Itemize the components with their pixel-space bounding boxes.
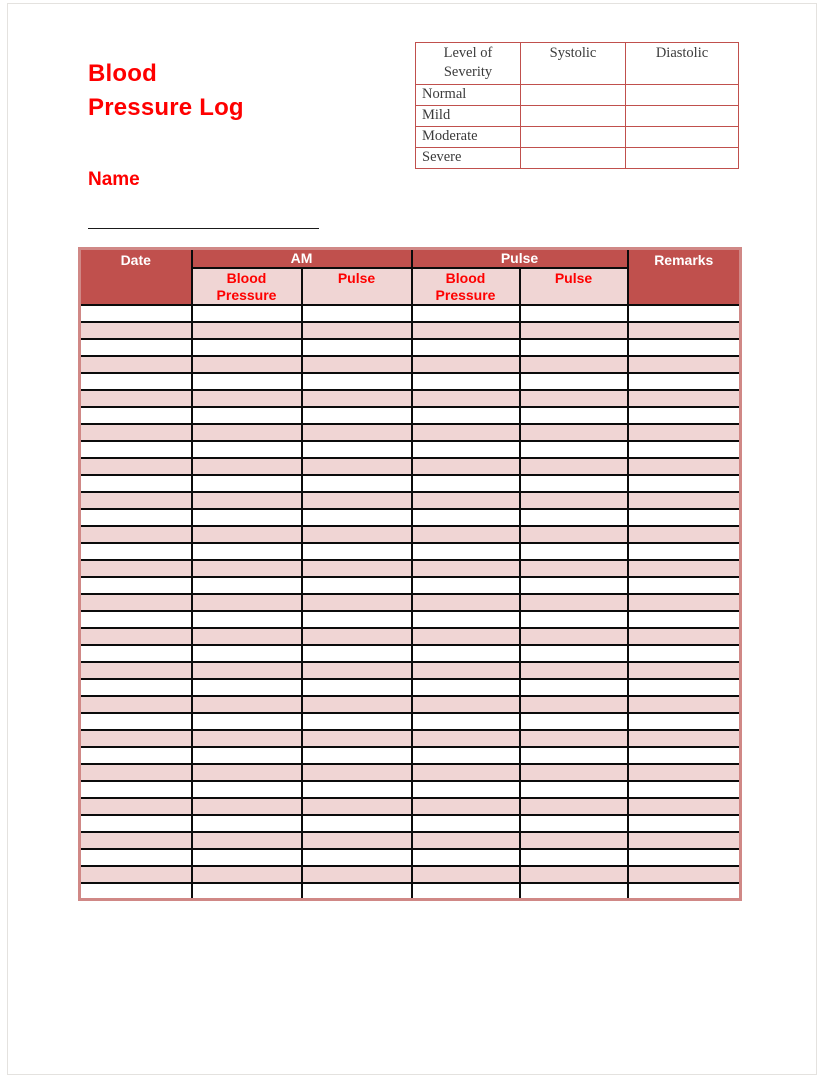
am-blood-pressure-cell xyxy=(192,509,302,526)
am-blood-pressure-cell xyxy=(192,577,302,594)
subheader-am-blood-pressure xyxy=(192,268,302,305)
am-pulse-cell xyxy=(302,883,412,900)
severity-reference-table xyxy=(415,42,739,169)
am-blood-pressure-cell xyxy=(192,645,302,662)
remarks-cell xyxy=(628,492,741,509)
date-cell xyxy=(80,849,192,866)
severity-level-label: Severe xyxy=(416,148,521,169)
pm-blood-pressure-cell xyxy=(412,832,520,849)
date-cell xyxy=(80,594,192,611)
am-pulse-cell xyxy=(302,798,412,815)
date-cell xyxy=(80,373,192,390)
date-cell xyxy=(80,798,192,815)
pm-pulse-cell xyxy=(520,322,628,339)
date-cell xyxy=(80,730,192,747)
pm-pulse-cell xyxy=(520,662,628,679)
am-blood-pressure-cell xyxy=(192,475,302,492)
am-blood-pressure-cell xyxy=(192,526,302,543)
pm-pulse-cell xyxy=(520,594,628,611)
blood-pressure-log-table xyxy=(78,247,742,901)
pm-blood-pressure-cell xyxy=(412,526,520,543)
log-row xyxy=(80,747,741,764)
date-cell xyxy=(80,611,192,628)
severity-diastolic-cell xyxy=(626,127,739,148)
pm-blood-pressure-cell xyxy=(412,356,520,373)
severity-row xyxy=(416,106,739,127)
remarks-cell xyxy=(628,866,741,883)
am-pulse-cell xyxy=(302,849,412,866)
severity-row xyxy=(416,85,739,106)
am-pulse-cell xyxy=(302,322,412,339)
remarks-cell xyxy=(628,509,741,526)
log-row xyxy=(80,849,741,866)
remarks-cell xyxy=(628,560,741,577)
log-row xyxy=(80,883,741,900)
am-blood-pressure-cell xyxy=(192,305,302,322)
remarks-cell xyxy=(628,390,741,407)
date-cell xyxy=(80,815,192,832)
severity-header-systolic: Systolic xyxy=(521,43,626,85)
am-pulse-cell xyxy=(302,679,412,696)
log-row xyxy=(80,509,741,526)
pm-pulse-cell xyxy=(520,509,628,526)
severity-diastolic-cell xyxy=(626,85,739,106)
remarks-cell xyxy=(628,373,741,390)
am-pulse-cell xyxy=(302,662,412,679)
am-pulse-cell xyxy=(302,577,412,594)
am-blood-pressure-cell xyxy=(192,849,302,866)
date-cell xyxy=(80,441,192,458)
pm-pulse-cell xyxy=(520,458,628,475)
severity-systolic-cell xyxy=(521,127,626,148)
log-row xyxy=(80,866,741,883)
pm-blood-pressure-cell xyxy=(412,713,520,730)
log-row xyxy=(80,424,741,441)
am-pulse-cell xyxy=(302,560,412,577)
log-row xyxy=(80,594,741,611)
pm-blood-pressure-cell xyxy=(412,373,520,390)
am-pulse-cell xyxy=(302,458,412,475)
date-cell xyxy=(80,764,192,781)
am-blood-pressure-cell xyxy=(192,407,302,424)
am-pulse-cell xyxy=(302,475,412,492)
am-blood-pressure-cell xyxy=(192,832,302,849)
log-row xyxy=(80,713,741,730)
pm-blood-pressure-cell xyxy=(412,509,520,526)
am-pulse-cell xyxy=(302,611,412,628)
remarks-cell xyxy=(628,611,741,628)
page-title xyxy=(88,57,244,125)
am-blood-pressure-cell xyxy=(192,883,302,900)
log-row xyxy=(80,577,741,594)
date-cell xyxy=(80,390,192,407)
am-pulse-cell xyxy=(302,713,412,730)
date-cell xyxy=(80,645,192,662)
log-row xyxy=(80,373,741,390)
log-row xyxy=(80,543,741,560)
pm-pulse-cell xyxy=(520,560,628,577)
pm-pulse-cell xyxy=(520,390,628,407)
date-cell xyxy=(80,713,192,730)
pm-pulse-cell xyxy=(520,798,628,815)
log-row xyxy=(80,356,741,373)
am-blood-pressure-cell xyxy=(192,730,302,747)
pm-pulse-cell xyxy=(520,441,628,458)
date-cell xyxy=(80,679,192,696)
pm-blood-pressure-cell xyxy=(412,492,520,509)
pm-pulse-cell xyxy=(520,866,628,883)
log-row xyxy=(80,730,741,747)
log-row xyxy=(80,475,741,492)
subheader-pm-blood-pressure-label: Blood Pressure xyxy=(435,269,496,303)
pm-blood-pressure-cell xyxy=(412,628,520,645)
am-blood-pressure-cell xyxy=(192,679,302,696)
remarks-cell xyxy=(628,339,741,356)
remarks-cell xyxy=(628,696,741,713)
date-cell xyxy=(80,407,192,424)
am-blood-pressure-cell xyxy=(192,424,302,441)
log-row xyxy=(80,322,741,339)
am-blood-pressure-cell xyxy=(192,713,302,730)
date-cell xyxy=(80,543,192,560)
severity-header-diastolic: Diastolic xyxy=(626,43,739,85)
pm-blood-pressure-cell xyxy=(412,679,520,696)
date-cell xyxy=(80,866,192,883)
severity-row xyxy=(416,127,739,148)
log-row xyxy=(80,458,741,475)
date-cell xyxy=(80,628,192,645)
am-blood-pressure-cell xyxy=(192,458,302,475)
pm-blood-pressure-cell xyxy=(412,305,520,322)
am-blood-pressure-cell xyxy=(192,373,302,390)
pm-pulse-cell xyxy=(520,339,628,356)
am-pulse-cell xyxy=(302,526,412,543)
severity-table-body xyxy=(416,85,739,169)
pm-pulse-cell xyxy=(520,628,628,645)
remarks-cell xyxy=(628,764,741,781)
am-pulse-cell xyxy=(302,866,412,883)
severity-header-level-label: Level of Severity xyxy=(443,45,493,80)
pm-pulse-cell xyxy=(520,475,628,492)
pm-blood-pressure-cell xyxy=(412,339,520,356)
pm-pulse-cell xyxy=(520,764,628,781)
pm-pulse-cell xyxy=(520,781,628,798)
am-pulse-cell xyxy=(302,696,412,713)
pm-blood-pressure-cell xyxy=(412,645,520,662)
subheader-pm-pulse: Pulse xyxy=(520,268,628,305)
log-row xyxy=(80,560,741,577)
pm-blood-pressure-cell xyxy=(412,662,520,679)
pm-pulse-cell xyxy=(520,747,628,764)
remarks-cell xyxy=(628,713,741,730)
am-pulse-cell xyxy=(302,492,412,509)
pm-blood-pressure-cell xyxy=(412,696,520,713)
am-blood-pressure-cell xyxy=(192,798,302,815)
pm-blood-pressure-cell xyxy=(412,815,520,832)
date-cell xyxy=(80,832,192,849)
date-cell xyxy=(80,747,192,764)
log-row xyxy=(80,305,741,322)
date-cell xyxy=(80,883,192,900)
remarks-cell xyxy=(628,849,741,866)
date-cell xyxy=(80,662,192,679)
am-pulse-cell xyxy=(302,305,412,322)
am-blood-pressure-cell xyxy=(192,747,302,764)
am-pulse-cell xyxy=(302,781,412,798)
am-pulse-cell xyxy=(302,594,412,611)
pm-blood-pressure-cell xyxy=(412,458,520,475)
log-table-header xyxy=(80,249,741,305)
remarks-cell xyxy=(628,815,741,832)
column-group-am: AM xyxy=(192,249,412,268)
page-title-line1: Blood xyxy=(88,60,157,87)
am-blood-pressure-cell xyxy=(192,441,302,458)
log-row xyxy=(80,645,741,662)
am-blood-pressure-cell xyxy=(192,560,302,577)
date-cell xyxy=(80,696,192,713)
pm-blood-pressure-cell xyxy=(412,390,520,407)
column-header-remarks: Remarks xyxy=(628,249,741,305)
pm-blood-pressure-cell xyxy=(412,577,520,594)
remarks-cell xyxy=(628,458,741,475)
name-fill-line xyxy=(88,228,319,229)
pm-pulse-cell xyxy=(520,373,628,390)
severity-header-row xyxy=(416,43,739,85)
remarks-cell xyxy=(628,781,741,798)
am-pulse-cell xyxy=(302,645,412,662)
pm-blood-pressure-cell xyxy=(412,747,520,764)
remarks-cell xyxy=(628,526,741,543)
am-blood-pressure-cell xyxy=(192,543,302,560)
am-blood-pressure-cell xyxy=(192,339,302,356)
date-cell xyxy=(80,475,192,492)
severity-level-label: Moderate xyxy=(416,127,521,148)
remarks-cell xyxy=(628,747,741,764)
am-blood-pressure-cell xyxy=(192,662,302,679)
name-label: Name xyxy=(88,169,140,190)
date-cell xyxy=(80,509,192,526)
pm-blood-pressure-cell xyxy=(412,883,520,900)
log-row xyxy=(80,407,741,424)
log-row xyxy=(80,339,741,356)
am-pulse-cell xyxy=(302,815,412,832)
pm-pulse-cell xyxy=(520,543,628,560)
remarks-cell xyxy=(628,679,741,696)
log-row xyxy=(80,390,741,407)
remarks-cell xyxy=(628,577,741,594)
pm-blood-pressure-cell xyxy=(412,764,520,781)
pm-blood-pressure-cell xyxy=(412,849,520,866)
log-row xyxy=(80,832,741,849)
remarks-cell xyxy=(628,424,741,441)
log-header-group-row xyxy=(80,249,741,268)
pm-pulse-cell xyxy=(520,832,628,849)
pm-pulse-cell xyxy=(520,526,628,543)
am-pulse-cell xyxy=(302,407,412,424)
am-blood-pressure-cell xyxy=(192,781,302,798)
date-cell xyxy=(80,305,192,322)
remarks-cell xyxy=(628,322,741,339)
severity-row xyxy=(416,148,739,169)
date-cell xyxy=(80,492,192,509)
am-pulse-cell xyxy=(302,730,412,747)
date-cell xyxy=(80,339,192,356)
am-blood-pressure-cell xyxy=(192,696,302,713)
pm-blood-pressure-cell xyxy=(412,475,520,492)
date-cell xyxy=(80,322,192,339)
am-pulse-cell xyxy=(302,747,412,764)
am-blood-pressure-cell xyxy=(192,594,302,611)
am-pulse-cell xyxy=(302,390,412,407)
remarks-cell xyxy=(628,475,741,492)
date-cell xyxy=(80,781,192,798)
remarks-cell xyxy=(628,798,741,815)
log-row xyxy=(80,526,741,543)
date-cell xyxy=(80,458,192,475)
date-cell xyxy=(80,526,192,543)
log-row xyxy=(80,815,741,832)
remarks-cell xyxy=(628,305,741,322)
remarks-cell xyxy=(628,594,741,611)
severity-systolic-cell xyxy=(521,106,626,127)
severity-diastolic-cell xyxy=(626,106,739,127)
log-row xyxy=(80,764,741,781)
am-blood-pressure-cell xyxy=(192,628,302,645)
am-pulse-cell xyxy=(302,764,412,781)
pm-blood-pressure-cell xyxy=(412,611,520,628)
pm-pulse-cell xyxy=(520,492,628,509)
am-blood-pressure-cell xyxy=(192,390,302,407)
am-pulse-cell xyxy=(302,441,412,458)
column-header-date: Date xyxy=(80,249,192,305)
log-row xyxy=(80,696,741,713)
severity-level-label: Mild xyxy=(416,106,521,127)
pm-pulse-cell xyxy=(520,577,628,594)
log-table-body xyxy=(80,305,741,900)
remarks-cell xyxy=(628,543,741,560)
remarks-cell xyxy=(628,730,741,747)
subheader-pm-blood-pressure xyxy=(412,268,520,305)
subheader-am-pulse: Pulse xyxy=(302,268,412,305)
am-blood-pressure-cell xyxy=(192,764,302,781)
pm-pulse-cell xyxy=(520,611,628,628)
am-blood-pressure-cell xyxy=(192,815,302,832)
log-row xyxy=(80,628,741,645)
remarks-cell xyxy=(628,628,741,645)
pm-pulse-cell xyxy=(520,713,628,730)
column-group-pulse: Pulse xyxy=(412,249,628,268)
pm-blood-pressure-cell xyxy=(412,781,520,798)
am-blood-pressure-cell xyxy=(192,356,302,373)
date-cell xyxy=(80,424,192,441)
am-pulse-cell xyxy=(302,424,412,441)
am-pulse-cell xyxy=(302,356,412,373)
date-cell xyxy=(80,356,192,373)
pm-blood-pressure-cell xyxy=(412,560,520,577)
pm-pulse-cell xyxy=(520,305,628,322)
severity-systolic-cell xyxy=(521,85,626,106)
remarks-cell xyxy=(628,407,741,424)
pm-pulse-cell xyxy=(520,849,628,866)
am-pulse-cell xyxy=(302,339,412,356)
subheader-am-blood-pressure-label: Blood Pressure xyxy=(216,269,277,303)
log-row xyxy=(80,441,741,458)
am-pulse-cell xyxy=(302,509,412,526)
pm-pulse-cell xyxy=(520,679,628,696)
pm-blood-pressure-cell xyxy=(412,866,520,883)
am-pulse-cell xyxy=(302,543,412,560)
severity-systolic-cell xyxy=(521,148,626,169)
am-blood-pressure-cell xyxy=(192,866,302,883)
pm-pulse-cell xyxy=(520,424,628,441)
severity-diastolic-cell xyxy=(626,148,739,169)
pm-blood-pressure-cell xyxy=(412,798,520,815)
am-blood-pressure-cell xyxy=(192,322,302,339)
pm-blood-pressure-cell xyxy=(412,543,520,560)
log-row xyxy=(80,679,741,696)
severity-header-level xyxy=(416,43,521,85)
pm-pulse-cell xyxy=(520,883,628,900)
am-blood-pressure-cell xyxy=(192,492,302,509)
pm-pulse-cell xyxy=(520,356,628,373)
log-row xyxy=(80,492,741,509)
pm-pulse-cell xyxy=(520,407,628,424)
date-cell xyxy=(80,560,192,577)
remarks-cell xyxy=(628,356,741,373)
date-cell xyxy=(80,577,192,594)
pm-blood-pressure-cell xyxy=(412,441,520,458)
pm-pulse-cell xyxy=(520,815,628,832)
pm-pulse-cell xyxy=(520,696,628,713)
log-row xyxy=(80,798,741,815)
pm-blood-pressure-cell xyxy=(412,424,520,441)
pm-blood-pressure-cell xyxy=(412,594,520,611)
remarks-cell xyxy=(628,645,741,662)
am-pulse-cell xyxy=(302,628,412,645)
log-row xyxy=(80,662,741,679)
am-pulse-cell xyxy=(302,832,412,849)
pm-pulse-cell xyxy=(520,645,628,662)
pm-blood-pressure-cell xyxy=(412,730,520,747)
log-row xyxy=(80,781,741,798)
am-blood-pressure-cell xyxy=(192,611,302,628)
remarks-cell xyxy=(628,662,741,679)
remarks-cell xyxy=(628,883,741,900)
am-pulse-cell xyxy=(302,373,412,390)
remarks-cell xyxy=(628,441,741,458)
page-title-line2: Pressure Log xyxy=(88,94,244,121)
severity-level-label: Normal xyxy=(416,85,521,106)
pm-pulse-cell xyxy=(520,730,628,747)
pm-blood-pressure-cell xyxy=(412,407,520,424)
remarks-cell xyxy=(628,832,741,849)
pm-blood-pressure-cell xyxy=(412,322,520,339)
log-row xyxy=(80,611,741,628)
